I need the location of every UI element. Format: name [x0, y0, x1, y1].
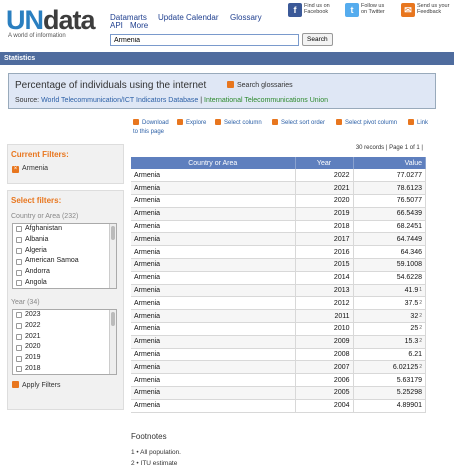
source-separator: | — [200, 97, 203, 104]
feedback-line1: Send us your — [417, 3, 450, 9]
year-option[interactable] — [13, 342, 116, 353]
column-header-value[interactable]: Value — [353, 157, 426, 169]
checkbox[interactable] — [16, 334, 22, 340]
cell-value — [353, 207, 426, 220]
twitter-icon: t — [345, 3, 359, 17]
cell-year-text: 2019 — [333, 210, 350, 218]
country-option[interactable] — [13, 246, 116, 257]
cell-value — [353, 233, 426, 246]
cell-country — [131, 233, 295, 246]
country-option[interactable] — [13, 224, 116, 235]
cell-year — [295, 233, 353, 246]
footnote-num: 2 — [131, 460, 135, 467]
year-scrollbar[interactable] — [109, 310, 116, 374]
cell-value-text: 54.6228 — [396, 274, 422, 282]
nav-update-calendar[interactable]: Update Calendar — [158, 13, 219, 22]
source-database-link[interactable]: World Telecommunication/ICT Indicators Database — [41, 97, 199, 104]
footnote-ref[interactable]: 2 — [419, 338, 422, 345]
cell-year — [295, 323, 353, 336]
cell-value — [353, 361, 426, 374]
download-button[interactable] — [133, 119, 169, 126]
year-option-label: 2019 — [25, 354, 41, 362]
year-option-label: 2023 — [25, 311, 41, 318]
apply-filters-label: Apply Filters — [22, 382, 61, 389]
table-row — [131, 297, 426, 310]
year-option-label: 2018 — [25, 364, 41, 372]
cell-year — [295, 297, 353, 310]
country-option[interactable] — [13, 256, 116, 267]
cell-country-text: Armenia — [134, 184, 161, 192]
country-option[interactable] — [13, 278, 116, 289]
cell-value-text: 6.02125 — [392, 363, 419, 371]
cell-value-text: 37.5 — [404, 299, 419, 307]
explore-icon — [177, 119, 183, 125]
cell-value — [353, 348, 426, 361]
cell-value — [353, 323, 426, 336]
cell-country — [131, 246, 295, 259]
glossary-icon — [227, 81, 234, 88]
cell-year-text: 2013 — [333, 287, 350, 295]
checkbox[interactable] — [16, 226, 22, 232]
cell-value-text: 5.25298 — [396, 389, 422, 397]
table-row — [131, 374, 426, 387]
cell-country-text: Armenia — [134, 223, 161, 231]
cell-country-text: Armenia — [134, 197, 161, 205]
checkbox[interactable] — [16, 312, 22, 318]
year-option[interactable] — [13, 332, 116, 343]
table-row — [131, 335, 426, 348]
search-glossaries-link[interactable] — [227, 81, 293, 89]
column-header-country[interactable]: Country or Area — [131, 157, 295, 169]
cell-country-text: Armenia — [134, 351, 161, 359]
feedback-icon: ✉ — [401, 3, 415, 17]
cell-year — [295, 195, 353, 208]
link-label: Link — [417, 120, 429, 126]
cell-year-text: 2009 — [333, 338, 350, 346]
source-label: Source: — [15, 97, 40, 104]
twitter-link[interactable] — [345, 3, 385, 17]
cell-country — [131, 220, 295, 233]
cell-country — [131, 195, 295, 208]
twitter-line1: Follow us — [361, 3, 385, 9]
footnote-1: 1 • All population. — [131, 449, 181, 456]
checkbox[interactable] — [16, 345, 22, 351]
table-row — [131, 233, 426, 246]
feedback-line2: Feedback — [417, 9, 442, 15]
footnote-ref[interactable]: 1 — [419, 287, 422, 294]
cell-country-text: Armenia — [134, 376, 161, 384]
explore-label: Explore — [186, 120, 207, 126]
apply-filters-button[interactable] — [8, 375, 123, 393]
dataset-title: Percentage of individuals using the internet — [15, 80, 207, 91]
table-row — [131, 169, 426, 182]
cell-value-text: 66.5439 — [396, 210, 422, 218]
cell-value — [353, 297, 426, 310]
cell-country — [131, 297, 295, 310]
table-row — [131, 246, 426, 259]
cell-year-text: 2022 — [333, 171, 350, 179]
cell-country-text: Armenia — [134, 248, 161, 256]
cell-year — [295, 348, 353, 361]
table-row — [131, 195, 426, 208]
cell-year — [295, 220, 353, 233]
cell-country-text: Armenia — [134, 210, 161, 218]
cell-value — [353, 335, 426, 348]
cell-year — [295, 335, 353, 348]
cell-value — [353, 246, 426, 259]
link-icon — [408, 119, 414, 125]
table-row — [131, 271, 426, 284]
select-sort-label: Select sort order — [281, 120, 326, 126]
cell-value-text: 32 — [410, 312, 419, 320]
select-column-icon — [215, 119, 221, 125]
cell-year-text: 2011 — [334, 312, 350, 320]
apply-filters-icon — [12, 381, 19, 388]
country-option-label: American Samoa — [25, 257, 79, 265]
cell-country-text: Armenia — [134, 325, 161, 333]
cell-year — [295, 284, 353, 297]
country-scrollbar[interactable] — [109, 224, 116, 288]
cell-country — [131, 182, 295, 195]
select-sort-button[interactable] — [272, 119, 325, 126]
footnote-2: 2 • ITU estimate — [131, 460, 178, 467]
search-input[interactable] — [110, 34, 299, 46]
select-filters-heading: Select filters: — [11, 196, 62, 205]
cell-year-text: 2014 — [333, 274, 350, 282]
column-header-year[interactable]: Year — [295, 157, 353, 169]
scrollbar-thumb[interactable] — [111, 226, 115, 240]
year-option-label: 2022 — [25, 321, 41, 329]
year-option-label: 2021 — [25, 332, 41, 340]
cell-value — [353, 374, 426, 387]
cell-year — [295, 207, 353, 220]
cell-country — [131, 259, 295, 272]
select-pivot-label: Select pivot column — [345, 120, 398, 126]
year-listbox[interactable] — [12, 309, 117, 375]
cell-year — [295, 310, 353, 323]
cell-value-text: 59.1008 — [396, 261, 422, 269]
logo-un: UN — [6, 5, 43, 35]
cell-value — [353, 195, 426, 208]
cell-country-text: Armenia — [134, 312, 161, 320]
cell-year — [295, 387, 353, 400]
cell-year-text: 2017 — [333, 235, 350, 243]
cell-year-text: 2008 — [333, 351, 350, 359]
cell-value — [353, 169, 426, 182]
current-filters-heading: Current Filters: — [11, 150, 69, 159]
footnote-ref[interactable]: 2 — [419, 325, 422, 332]
cell-country-text: Armenia — [134, 402, 161, 410]
link-button[interactable] — [408, 119, 428, 126]
cell-value — [353, 387, 426, 400]
footnote-ref[interactable]: 2 — [419, 312, 422, 319]
year-option-label: 2020 — [25, 343, 41, 351]
nav-api[interactable]: API — [110, 21, 123, 30]
country-option-label: Andorra — [25, 268, 50, 276]
cell-country-text: Armenia — [134, 338, 161, 346]
source-organization-link[interactable]: International Telecommunications Union — [204, 97, 328, 104]
cell-year-text: 2010 — [333, 325, 350, 333]
country-option[interactable] — [13, 235, 116, 246]
cell-year-text: 2018 — [333, 223, 350, 231]
cell-country — [131, 323, 295, 336]
cell-year-text: 2006 — [333, 376, 350, 384]
cell-year-text: 2012 — [333, 299, 350, 307]
checkbox[interactable] — [16, 237, 22, 243]
pivot-icon — [336, 119, 342, 125]
checkbox[interactable] — [16, 356, 22, 362]
country-listbox[interactable] — [12, 223, 117, 289]
undata-logo[interactable] — [6, 5, 95, 39]
cell-country-text: Armenia — [134, 389, 161, 397]
cell-year-text: 2016 — [333, 248, 350, 256]
country-option[interactable] — [13, 267, 116, 278]
table-row — [131, 387, 426, 400]
footnote-text: All population. — [140, 449, 181, 456]
feedback-link[interactable] — [401, 3, 449, 17]
checkbox[interactable] — [16, 259, 22, 265]
year-option[interactable] — [13, 321, 116, 332]
table-row — [131, 361, 426, 374]
table-row — [131, 323, 426, 336]
cell-value — [353, 182, 426, 195]
cell-value-text: 68.2451 — [396, 223, 422, 231]
cell-value — [353, 310, 426, 323]
cell-country-text: Armenia — [134, 287, 161, 295]
cell-value — [353, 271, 426, 284]
cell-country — [131, 271, 295, 284]
cell-year-text: 2015 — [333, 261, 350, 269]
cell-year-text: 2005 — [333, 389, 350, 397]
footnote-num: 1 — [131, 449, 135, 456]
select-pivot-button[interactable] — [336, 119, 397, 126]
cell-value-text: 5.63179 — [396, 376, 422, 384]
nav-datamarts[interactable]: Datamarts — [110, 13, 147, 22]
nav-glossary[interactable]: Glossary — [230, 13, 262, 22]
cell-year — [295, 374, 353, 387]
cell-country — [131, 348, 295, 361]
cell-country — [131, 310, 295, 323]
cell-value — [353, 284, 426, 297]
current-filter-label: Armenia — [22, 165, 49, 172]
cell-country-text: Armenia — [134, 171, 161, 179]
cell-value-text: 77.0277 — [396, 171, 422, 179]
checkbox[interactable] — [16, 323, 22, 329]
table-row — [131, 220, 426, 233]
download-icon — [133, 119, 139, 125]
facebook-line1: Find us on — [304, 3, 330, 9]
cell-year — [295, 246, 353, 259]
table-row — [131, 182, 426, 195]
cell-year-text: 2004 — [333, 402, 350, 410]
cell-value-text: 76.5077 — [396, 197, 422, 205]
cell-country — [131, 374, 295, 387]
year-option[interactable] — [13, 353, 116, 364]
dataset-header — [8, 73, 436, 109]
statistics-bar: Statistics — [0, 52, 454, 65]
cell-country — [131, 207, 295, 220]
cell-year — [295, 399, 353, 412]
logo-data: data — [43, 5, 95, 35]
facebook-line2: Facebook — [304, 9, 329, 15]
cell-country — [131, 335, 295, 348]
cell-year — [295, 361, 353, 374]
country-filter-label: Country or Area (232) — [11, 213, 79, 220]
footnote-text: ITU estimate — [140, 460, 178, 467]
country-option-label: Afghanistan — [25, 225, 62, 232]
year-filter-label: Year (34) — [11, 299, 40, 306]
cell-year-text: 2007 — [333, 363, 350, 371]
cell-value-text: 4.89901 — [396, 402, 422, 410]
country-option-label: Algeria — [25, 246, 47, 254]
cell-value-text: 6.21 — [408, 351, 422, 359]
sort-icon — [272, 119, 278, 125]
checkbox[interactable] — [16, 280, 22, 286]
table-row — [131, 207, 426, 220]
nav-more[interactable]: More — [130, 21, 149, 30]
footnote-ref[interactable]: 2 — [419, 363, 422, 370]
facebook-icon: f — [288, 3, 302, 17]
cell-country-text: Armenia — [134, 235, 161, 243]
link-to-page[interactable]: to this page — [133, 129, 165, 135]
cell-country-text: Armenia — [134, 274, 161, 282]
cell-year-text: 2020 — [333, 197, 350, 205]
data-table — [131, 157, 426, 413]
cell-year — [295, 271, 353, 284]
cell-year — [295, 259, 353, 272]
cell-country — [131, 387, 295, 400]
cell-country — [131, 169, 295, 182]
checkbox[interactable] — [16, 248, 22, 254]
record-info: 30 records | Page 1 of 1 | — [355, 145, 423, 151]
cell-value-text: 78.6123 — [396, 184, 422, 192]
download-label: Download — [142, 120, 169, 126]
cell-country-text: Armenia — [134, 363, 161, 371]
cell-value — [353, 399, 426, 412]
table-row — [131, 259, 426, 272]
table-row — [131, 348, 426, 361]
cell-value — [353, 220, 426, 233]
select-column-button[interactable] — [215, 119, 262, 126]
checkbox[interactable] — [16, 366, 22, 372]
cell-value-text: 25 — [410, 325, 419, 333]
table-row — [131, 399, 426, 412]
cell-value-text: 64.7449 — [396, 235, 422, 243]
table-row — [131, 284, 426, 297]
cell-country-text: Armenia — [134, 261, 161, 269]
glossary-label: Search glossaries — [237, 82, 293, 89]
search-button[interactable]: Search — [302, 33, 333, 46]
year-option[interactable] — [13, 364, 116, 375]
country-option-label: Angola — [25, 278, 47, 286]
footnote-ref[interactable]: 2 — [419, 299, 422, 306]
country-option-label: Albania — [25, 235, 49, 243]
cell-value — [353, 259, 426, 272]
table-body — [131, 169, 426, 412]
cell-year — [295, 169, 353, 182]
cell-year-text: 2021 — [333, 184, 350, 192]
cell-country — [131, 399, 295, 412]
current-filter-armenia[interactable] — [8, 159, 123, 179]
cell-year — [295, 182, 353, 195]
scrollbar-thumb[interactable] — [111, 312, 115, 326]
select-filters-panel — [7, 190, 124, 410]
remove-filter-icon[interactable]: × — [13, 166, 18, 172]
logo-tagline: A world of information — [8, 33, 66, 39]
cell-value-text: 64.346 — [400, 248, 422, 256]
cell-country — [131, 284, 295, 297]
cell-country-text: Armenia — [134, 299, 161, 307]
select-column-label: Select column — [224, 120, 262, 126]
source-row — [15, 97, 328, 104]
cell-country — [131, 361, 295, 374]
twitter-line2: on Twitter — [361, 9, 385, 15]
table-row — [131, 310, 426, 323]
checkbox[interactable] — [16, 270, 22, 276]
cell-value-text: 15.3 — [404, 338, 419, 346]
year-option[interactable] — [13, 310, 116, 321]
footnotes-title: Footnotes — [131, 432, 167, 441]
cell-value-text: 41.9 — [404, 287, 419, 295]
table-header-row — [131, 157, 426, 169]
explore-button[interactable] — [177, 119, 206, 126]
current-filters-panel — [7, 144, 124, 184]
facebook-link[interactable] — [288, 3, 330, 17]
